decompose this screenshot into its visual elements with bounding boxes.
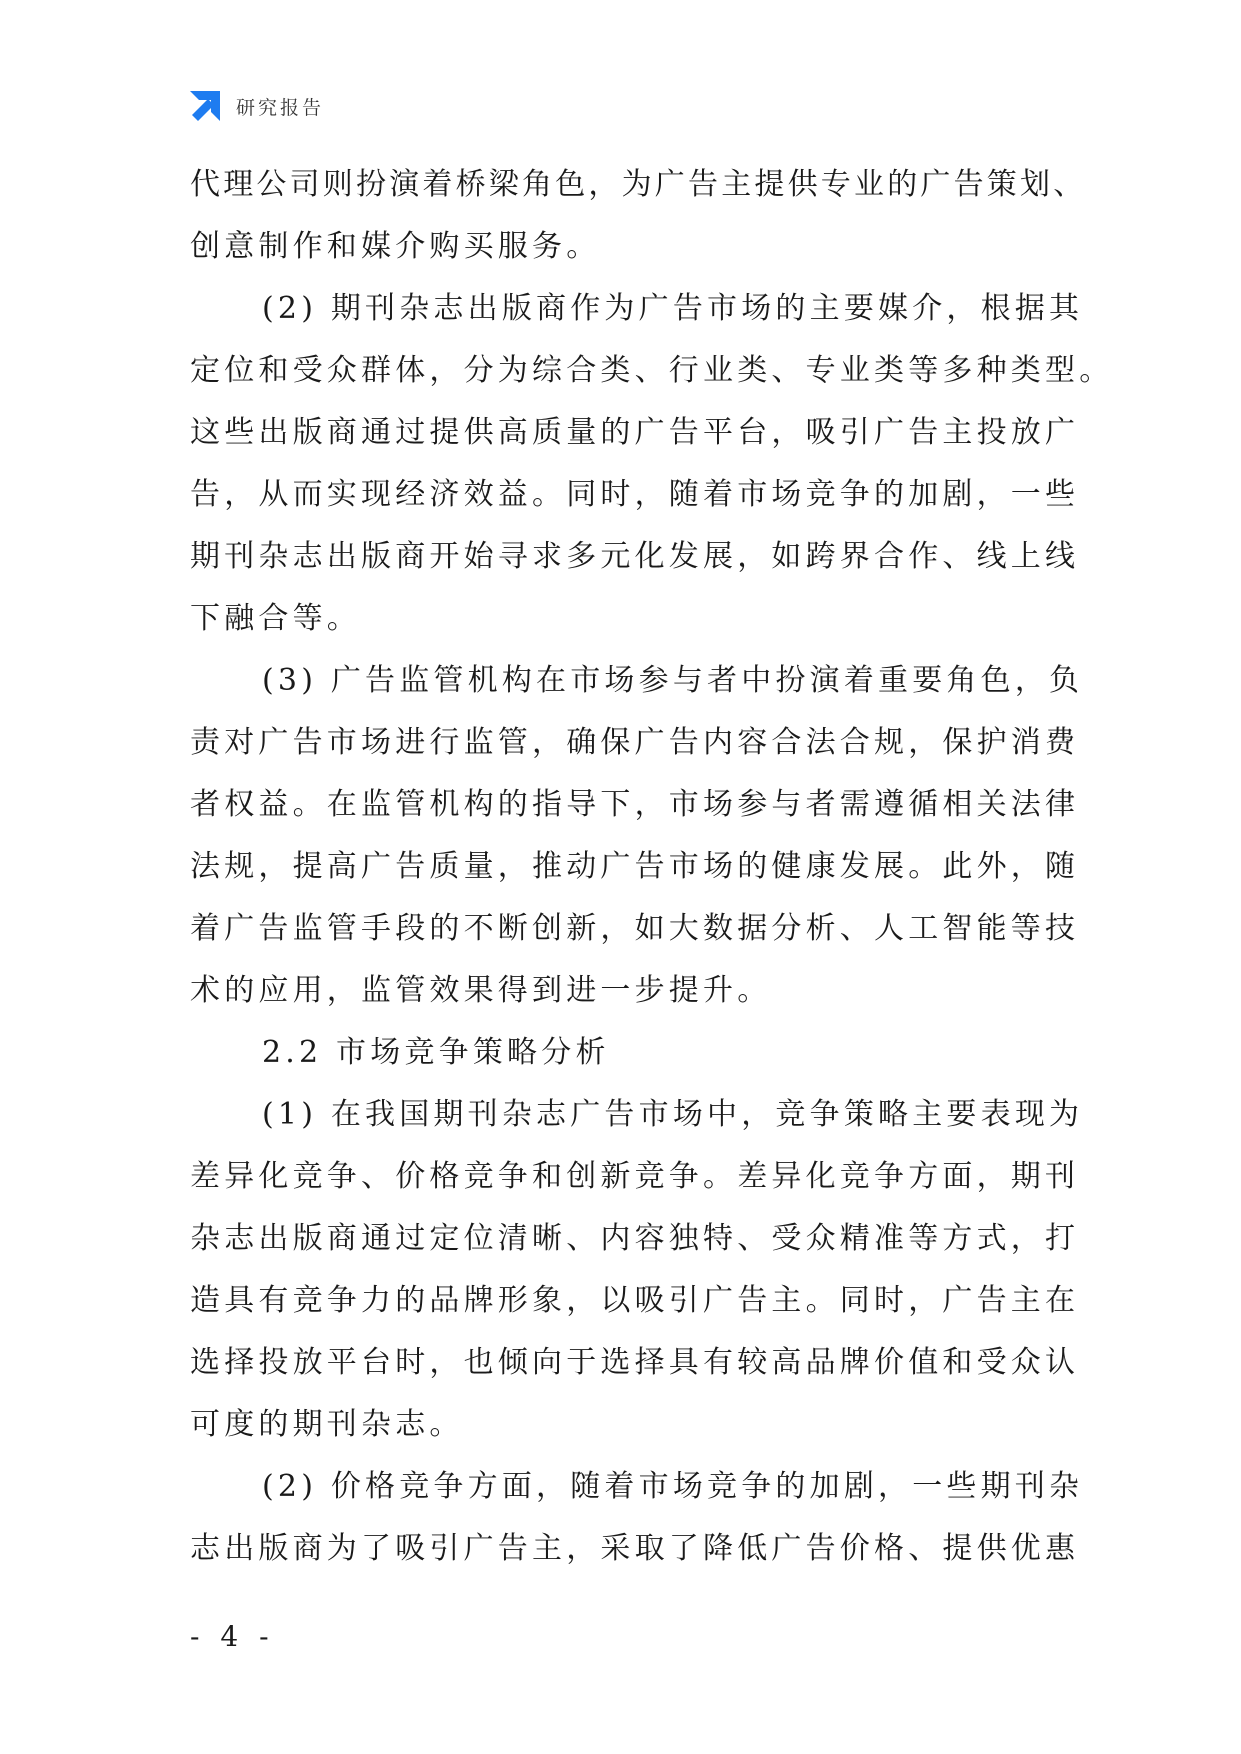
report-title: 研究报告: [236, 96, 325, 119]
text-line: 代理公司则扮演着桥梁角色，为广告主提供专业的广告策划、: [190, 167, 1087, 202]
text-line: (2) 期刊杂志出版商作为广告市场的主要媒介，根据其: [262, 291, 1084, 326]
document-body: [190, 154, 1114, 1580]
text-line: 定位和受众群体，分为综合类、行业类、专业类等多种类型。: [190, 353, 1114, 388]
page-number: - 4 -: [190, 1620, 275, 1653]
text-line: 志出版商为了吸引广告主，采取了降低广告价格、提供优惠: [190, 1531, 1080, 1566]
section-heading: 2.2 市场竞争策略分析: [262, 1035, 610, 1070]
text-line: 造具有竞争力的品牌形象，以吸引广告主。同时，广告主在: [190, 1283, 1080, 1318]
text-line: (1) 在我国期刊杂志广告市场中，竞争策略主要表现为: [262, 1097, 1084, 1132]
text-line: 告，从而实现经济效益。同时，随着市场竞争的加剧，一些: [190, 477, 1080, 512]
text-line: 选择投放平台时，也倾向于选择具有较高品牌价值和受众认: [190, 1345, 1080, 1380]
text-line: 创意制作和媒介购买服务。: [190, 229, 601, 264]
text-line: (3) 广告监管机构在市场参与者中扮演着重要角色，负: [262, 663, 1084, 698]
page-header: [188, 88, 324, 124]
text-line: 责对广告市场进行监管，确保广告内容合法合规，保护消费: [190, 725, 1080, 760]
text-line: 可度的期刊杂志。: [190, 1407, 464, 1442]
text-line: 着广告监管手段的不断创新，如大数据分析、人工智能等技: [190, 911, 1080, 946]
text-line: (2) 价格竞争方面，随着市场竞争的加剧，一些期刊杂: [262, 1469, 1084, 1504]
text-line: 者权益。在监管机构的指导下，市场参与者需遵循相关法律: [190, 787, 1080, 822]
arrow-logo-icon: [188, 89, 222, 123]
text-line: 差异化竞争、价格竞争和创新竞争。差异化竞争方面，期刊: [190, 1159, 1080, 1194]
text-line: 法规，提高广告质量，推动广告市场的健康发展。此外，随: [190, 849, 1080, 884]
text-line: 期刊杂志出版商开始寻求多元化发展，如跨界合作、线上线: [190, 539, 1080, 574]
text-line: 术的应用，监管效果得到进一步提升。: [190, 973, 772, 1008]
text-line: 杂志出版商通过定位清晰、内容独特、受众精准等方式，打: [190, 1221, 1080, 1256]
text-line: 下融合等。: [190, 601, 361, 636]
text-line: 这些出版商通过提供高质量的广告平台，吸引广告主投放广: [190, 415, 1080, 450]
